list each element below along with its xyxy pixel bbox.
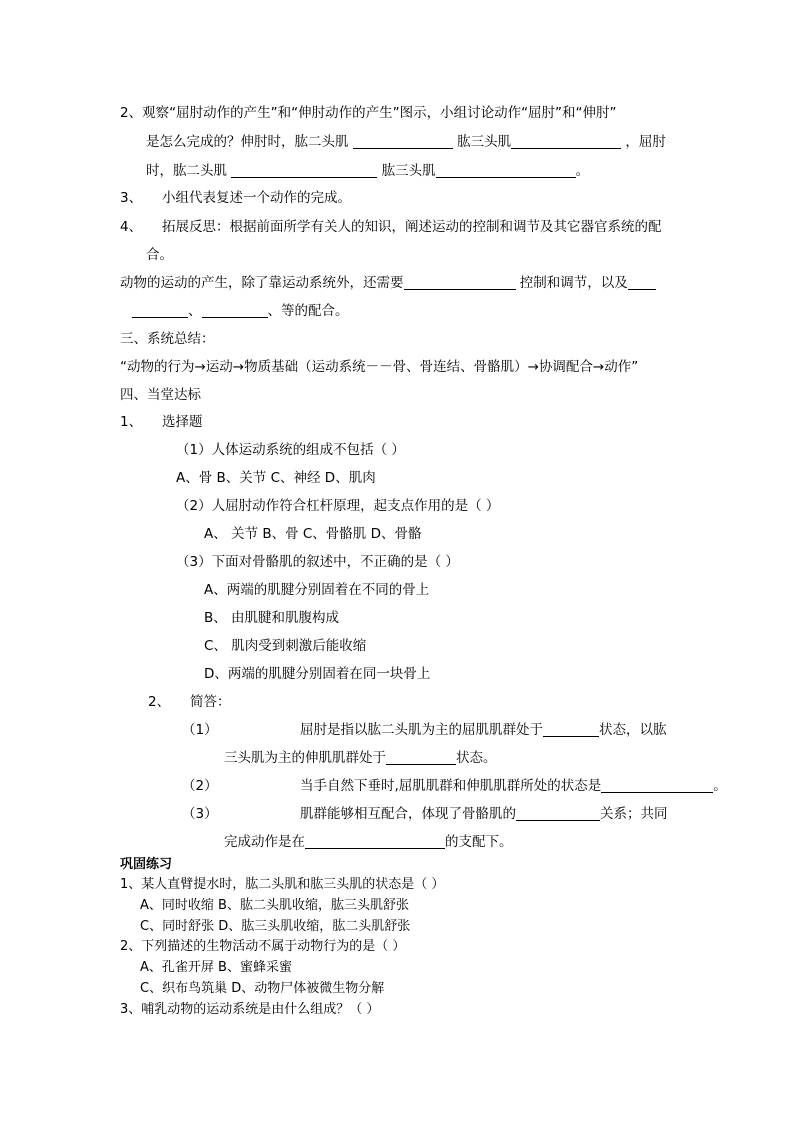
mc-q2: （2）人屈肘动作符合杠杆原理，起支点作用的是（ ） (176, 498, 500, 514)
sa2-line: 当手自然下垂时,屈肌肌群和伸肌肌群所处的状态是 。 (300, 778, 727, 794)
blank-extend-triceps[interactable] (511, 134, 621, 149)
sa-num: 2、 (148, 694, 171, 710)
blank-other-1b[interactable] (132, 303, 188, 318)
blank-extend-biceps[interactable] (353, 134, 453, 149)
q4-num: 4、 (120, 219, 143, 235)
mc-q1: （1）人体运动系统的组成不包括（ ） (176, 442, 405, 458)
q4b-line2: 、 、等的配合。 (132, 302, 349, 320)
q2-line2: 是怎么完成的？伸肘时，肱二头肌 肱三头肌 ，屈肘 (146, 134, 666, 150)
mc-title: 选择题 (162, 414, 203, 430)
blank-flex-biceps[interactable] (231, 163, 377, 178)
sa2-num: （2） (182, 778, 218, 794)
sec3-title: 三、系统总结： (120, 331, 215, 347)
q2-line1: 2、观察“屈肘动作的产生”和“伸肘动作的产生”图示，小组讨论动作“屈肘”和“伸肘” (120, 105, 617, 121)
mc-q1-options: A、骨 B、关节 C、神经 D、肌肉 (176, 470, 376, 486)
practice-title: 巩固练习 (120, 857, 173, 872)
blank-hanging-state[interactable] (601, 778, 713, 793)
q4b-line1: 动物的运动的产生，除了靠运动系统外，还需要 控制和调节，以及 (120, 274, 656, 292)
blank-relationship[interactable] (516, 806, 600, 821)
mc-q3-option-a: A、两端的肌腱分别固着在不同的骨上 (204, 582, 430, 598)
sa3-line1: 肌群能够相互配合，体现了骨骼肌的 关系；共同 (300, 806, 668, 822)
practice-q2: 2、下列描述的生物活动不属于动物行为的是（ ） (120, 939, 406, 954)
blank-flexor-state[interactable] (543, 722, 599, 737)
mc-num: 1、 (120, 414, 143, 430)
q4-text2: 合。 (146, 247, 173, 263)
mc-q3-option-c: C、 肌肉受到刺激后能收缩 (204, 638, 367, 654)
sec4-title: 四、当堂达标 (120, 387, 201, 403)
mc-q3-option-b: B、 由肌腱和肌腹构成 (204, 610, 340, 626)
sa1-num: （1） (182, 722, 218, 738)
practice-q1: 1、某人直臂提水时，肱二头肌和肱三头肌的状态是（ ） (120, 877, 445, 892)
practice-q2-options-ab: A、孔雀开屏 B、蜜蜂采蜜 (140, 960, 292, 975)
mc-q2-options: A、 关节 B、骨 C、骨骼肌 D、骨骼 (204, 526, 422, 542)
sa1-line1: 屈肘是指以肱二头肌为主的屈肌肌群处于 状态，以肱 (300, 722, 667, 738)
sa-title: 简答： (190, 694, 231, 710)
blank-controller[interactable] (305, 834, 445, 849)
practice-q1-options-ab: A、同时收缩 B、肱二头肌收缩，肱三头肌舒张 (140, 898, 409, 913)
sa3-num: （3） (182, 806, 218, 822)
q2-line3: 时，肱二头肌 肱三头肌 。 (146, 163, 590, 179)
q3-line: 3、 (120, 190, 143, 206)
mc-q3: （3）下面对骨骼肌的叙述中，不正确的是（ ） (176, 554, 459, 570)
blank-flex-triceps[interactable] (436, 163, 576, 178)
sa3-line2: 完成动作是在 的支配下。 (224, 834, 513, 850)
practice-q3: 3、哺乳动物的运动系统是由什么组成？（ ） (120, 1002, 380, 1017)
practice-q1-options-cd: C、同时舒张 D、肱三头肌收缩，肱二头肌舒张 (140, 919, 411, 934)
blank-control[interactable] (404, 275, 516, 290)
q4-text1: 拓展反思：根据前面所学有关人的知识，阐述运动的控制和调节及其它器官系统的配 (162, 219, 662, 235)
blank-other-2[interactable] (202, 303, 268, 318)
practice-q2-options-cd: C、织布鸟筑巢 D、动物尸体被微生物分解 (140, 981, 385, 996)
blank-other-1a[interactable] (628, 275, 656, 290)
sec3-summary: “动物的行为→运动→物质基础（运动系统－－骨、骨连结、骨骼肌）→协调配合→动作” (120, 359, 639, 375)
q3-text: 小组代表复述一个动作的完成。 (162, 190, 351, 206)
mc-q3-option-d: D、两端的肌腱分别固着在同一块骨上 (204, 666, 431, 682)
blank-extensor-state[interactable] (386, 750, 456, 765)
sa1-line2: 三头肌为主的伸肌肌群处于 状态。 (224, 750, 497, 766)
